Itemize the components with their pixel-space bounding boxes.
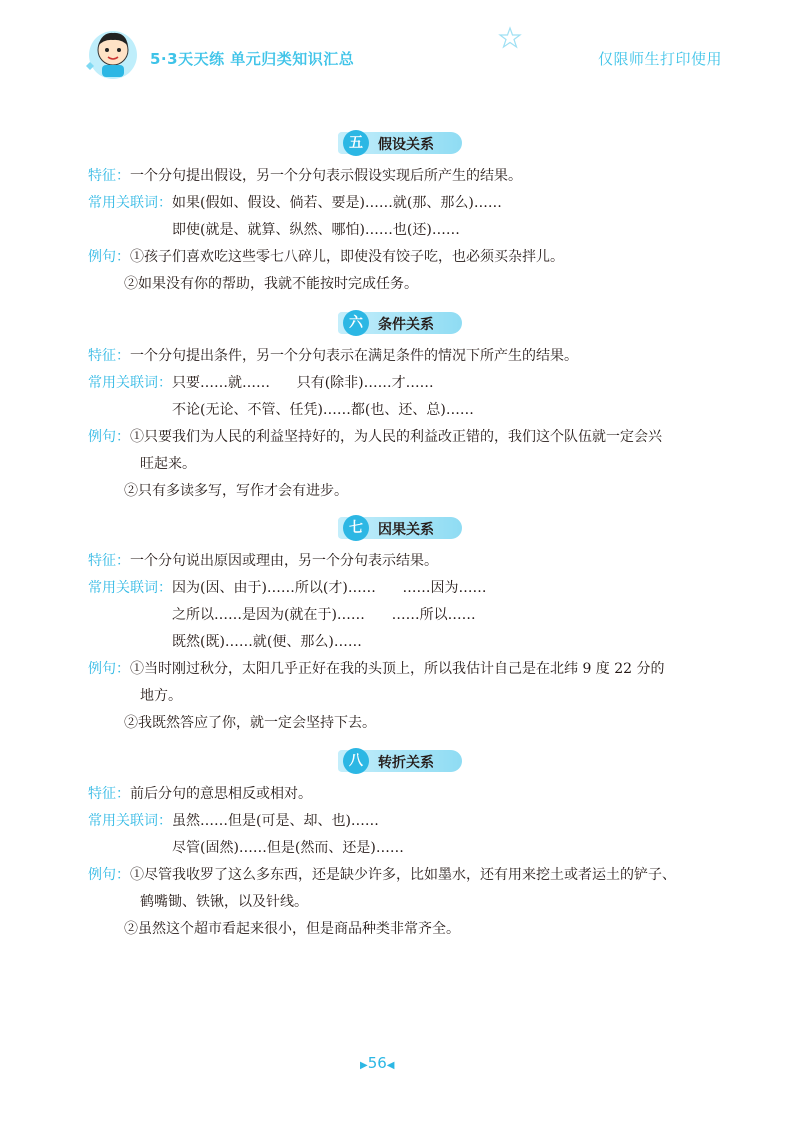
header-usage-note: 仅限师生打印使用 [597,50,722,68]
connectives-line: 常用关联词：因为(因、由于)……所以(才)…… ……因为…… [88,580,487,596]
example-line: 旺起来。 [140,456,196,472]
section-number: 七 [343,515,369,541]
feature-line: 特征：一个分句提出条件，另一个分句表示在满足条件的情况下所产生的结果。 [88,348,578,364]
example-line: 例句：①孩子们喜欢吃这些零七八碎儿，即使没有饺子吃，也必须买杂拌儿。 [88,249,564,265]
example-line: 鹤嘴锄、铁锹，以及针线。 [140,894,308,910]
example-line: ②只有多读多写，写作才会有进步。 [124,483,348,499]
header-title: 5·3天天练 单元归类知识汇总 [150,50,355,68]
example-line: ②虽然这个超市看起来很小，但是商品种类非常齐全。 [124,921,460,937]
example-line: 例句：①当时刚过秋分，太阳几乎正好在我的头顶上，所以我估计自己是在北纬 9 度 22 分的 [88,661,665,677]
connectives-line: 尽管(固然)……但是(然而、还是)…… [172,840,404,856]
section-title: 条件关系 [378,317,434,333]
example-line: ②如果没有你的帮助，我就不能按时完成任务。 [124,276,418,292]
section-heading [0,746,800,776]
page-number: ▶56◀ [360,1054,395,1072]
section-heading [0,308,800,338]
section-number: 五 [343,130,369,156]
arrow-right-icon: ▶ [360,1060,368,1071]
example-line: ②我既然答应了你，就一定会坚持下去。 [124,715,376,731]
feature-line: 特征：前后分句的意思相反或相对。 [88,786,312,802]
section-title: 假设关系 [378,137,434,153]
section-heading [0,513,800,543]
section-title: 转折关系 [378,755,434,771]
connectives-line: 即使(就是、就算、纵然、哪怕)……也(还)…… [172,222,460,238]
section-number: 六 [343,310,369,336]
example-line: 地方。 [140,688,182,704]
connectives-line: 常用关联词：只要……就…… 只有(除非)……才…… [88,375,434,391]
connectives-line: 常用关联词：如果(假如、假设、倘若、要是)……就(那、那么)…… [88,195,502,211]
connectives-line: 既然(既)……就(便、那么)…… [172,634,362,650]
section-number: 八 [343,748,369,774]
connectives-line: 之所以……是因为(就在于)…… ……所以…… [172,607,476,623]
example-line: 例句：①只要我们为人民的利益坚持好的，为人民的利益改正错的，我们这个队伍就一定会兴 [88,429,662,445]
feature-line: 特征：一个分句提出假设，另一个分句表示假设实现后所产生的结果。 [88,168,522,184]
page-header [0,0,800,110]
section-title: 因果关系 [378,522,434,538]
connectives-line: 常用关联词：虽然……但是(可是、却、也)…… [88,813,379,829]
example-line: 例句：①尽管我收罗了这么多东西，还是缺少许多，比如墨水，还有用来挖土或者运土的铲子、 [88,867,676,883]
cartoon-boy-icon [82,22,144,84]
connectives-line: 不论(无论、不管、任凭)……都(也、还、总)…… [172,402,474,418]
feature-line: 特征：一个分句说出原因或理由，另一个分句表示结果。 [88,553,438,569]
star-icon [498,26,522,50]
section-heading [0,128,800,158]
arrow-left-icon: ◀ [386,1060,395,1071]
